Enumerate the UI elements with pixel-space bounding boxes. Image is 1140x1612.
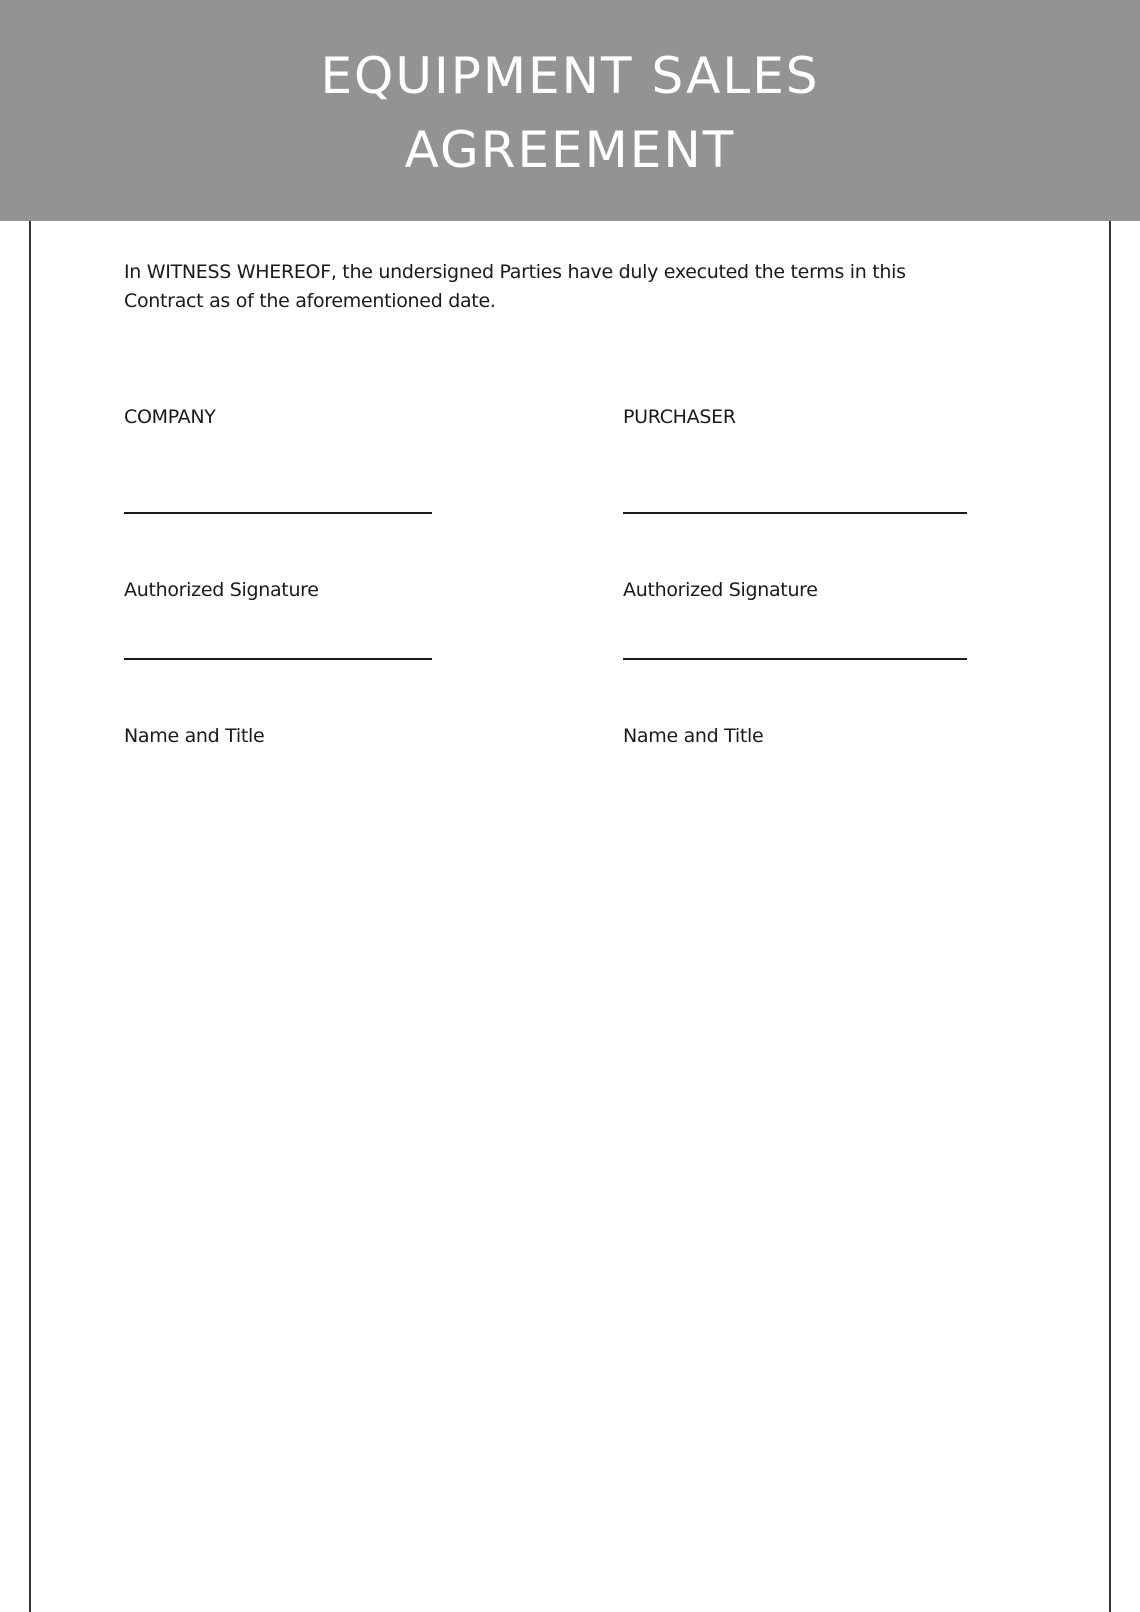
purchaser-signature-line [623, 512, 967, 514]
purchaser-signature-caption: Authorized Signature [623, 579, 818, 601]
purchaser-name-caption: Name and Title [623, 725, 764, 747]
page-border-left [29, 221, 31, 1612]
document-title: EQUIPMENT SALES AGREEMENT [320, 46, 820, 179]
company-signature-caption: Authorized Signature [124, 579, 319, 601]
company-label: COMPANY [124, 406, 216, 428]
company-name-caption: Name and Title [124, 725, 265, 747]
purchaser-label: PURCHASER [623, 406, 736, 428]
header-banner [0, 0, 1140, 221]
witness-statement: In WITNESS WHEREOF, the undersigned Parties have duly executed the terms in this Contract as of the aforementioned date. [124, 261, 906, 312]
company-name-line [124, 658, 432, 660]
purchaser-name-line [623, 658, 967, 660]
company-signature-line [124, 512, 432, 514]
page-border-right [1109, 221, 1111, 1612]
